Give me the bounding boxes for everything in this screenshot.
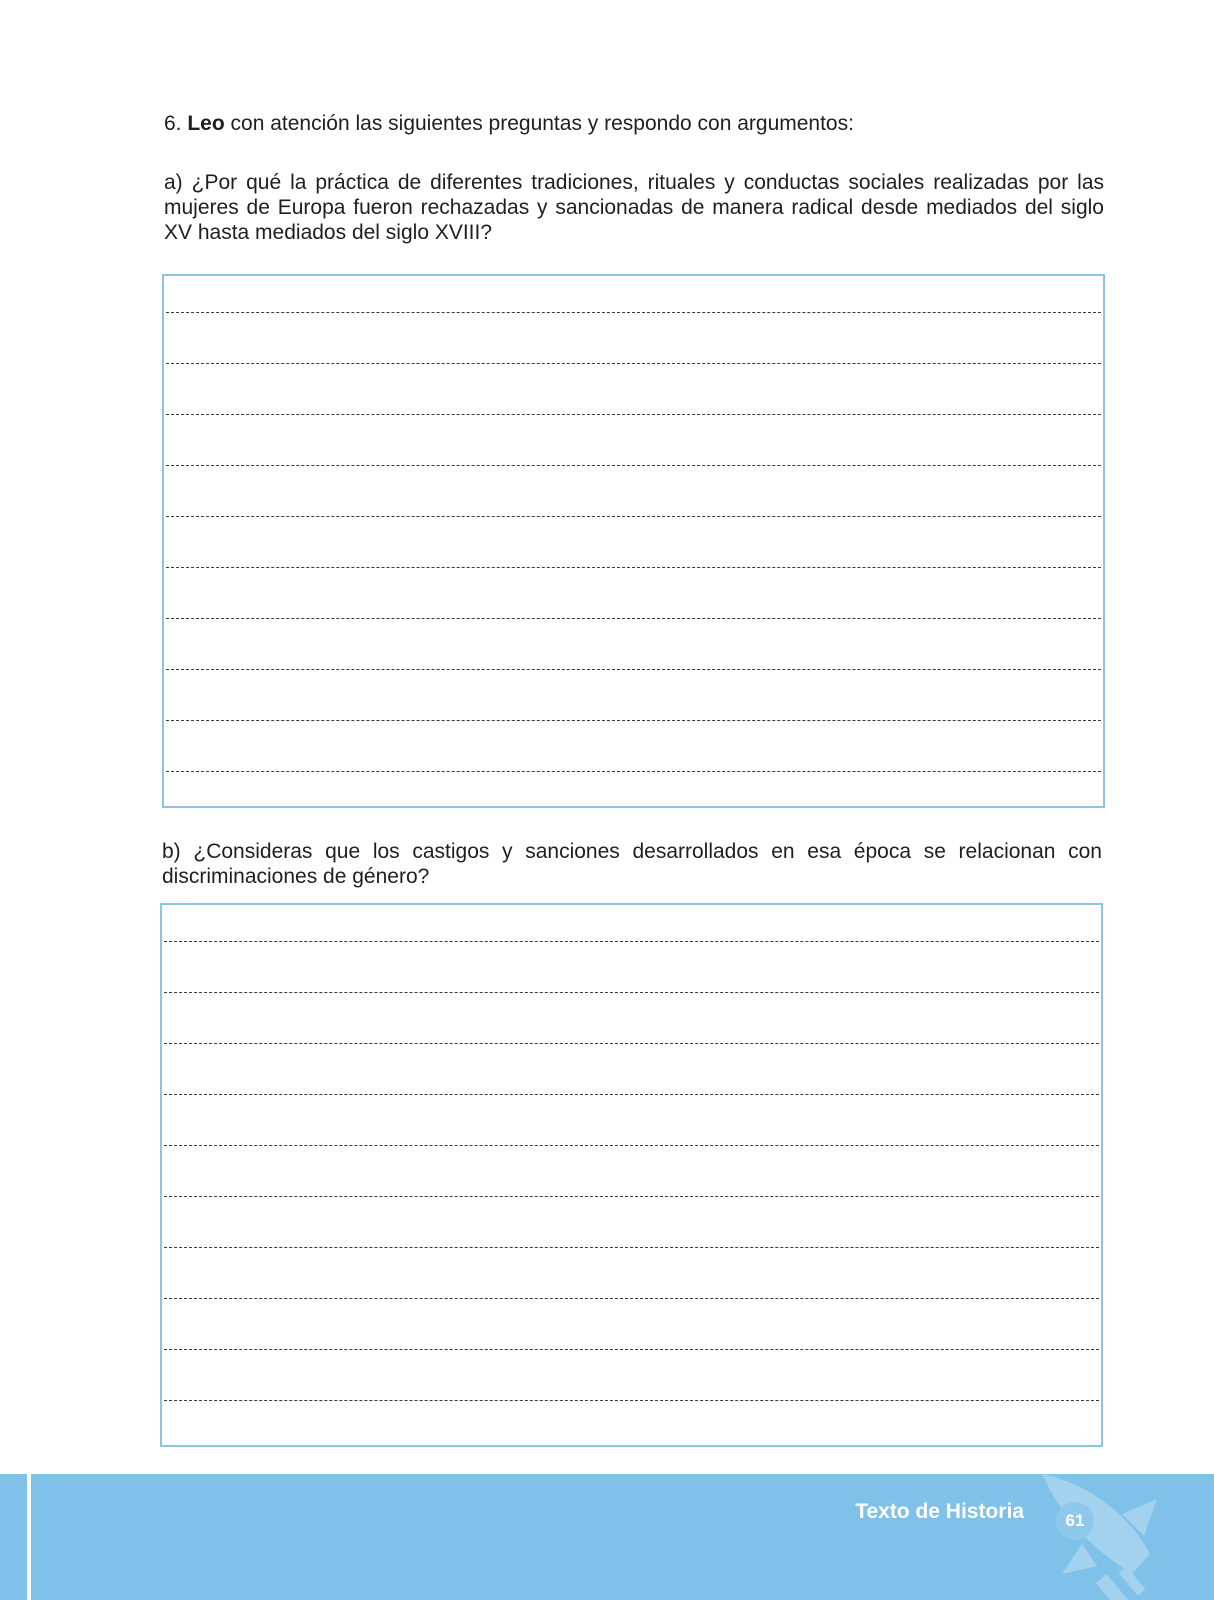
answer-line[interactable] <box>166 312 1101 313</box>
answer-line[interactable] <box>166 720 1101 721</box>
answer-line[interactable] <box>164 1094 1099 1095</box>
answer-line[interactable] <box>166 516 1101 517</box>
answer-line[interactable] <box>164 1247 1099 1248</box>
question-b-label: b) <box>162 840 181 863</box>
answer-line[interactable] <box>166 414 1101 415</box>
answer-line[interactable] <box>166 465 1101 466</box>
answer-line[interactable] <box>164 992 1099 993</box>
answer-line[interactable] <box>164 1349 1099 1350</box>
answer-box-b[interactable] <box>160 903 1103 1447</box>
page-number: 61 <box>1056 1502 1094 1540</box>
rocket-icon <box>1022 1474 1172 1600</box>
question-a <box>164 170 1104 245</box>
instruction-bold-word: Leo <box>187 112 225 135</box>
footer-stripe <box>27 1474 31 1600</box>
answer-line[interactable] <box>166 363 1101 364</box>
answer-box-a[interactable] <box>162 274 1105 808</box>
question-a-label: a) <box>164 171 183 194</box>
question-b <box>162 839 1102 889</box>
instruction-number: 6. <box>164 112 182 135</box>
question-a-text: ¿Por qué la práctica de diferentes tradiciones, rituales y conductas sociales realizadas por las mujeres de Europa fueron rechazadas y sancionadas de manera radical desde mediados del siglo XV hasta mediados del siglo XVIII? <box>164 171 1104 244</box>
instruction <box>164 111 1104 137</box>
answer-line[interactable] <box>166 669 1101 670</box>
answer-line[interactable] <box>166 618 1101 619</box>
answer-line[interactable] <box>164 1145 1099 1146</box>
answer-line[interactable] <box>164 1043 1099 1044</box>
answer-line[interactable] <box>166 771 1101 772</box>
answer-line[interactable] <box>164 1298 1099 1299</box>
answer-line[interactable] <box>164 1196 1099 1197</box>
answer-line[interactable] <box>164 1400 1099 1401</box>
footer-title: Texto de Historia <box>855 1500 1024 1523</box>
answer-line[interactable] <box>164 941 1099 942</box>
answer-line[interactable] <box>166 567 1101 568</box>
question-b-text: ¿Consideras que los castigos y sanciones desarrollados en esa época se relacionan con discriminaciones de género? <box>162 840 1102 888</box>
instruction-text: con atención las siguientes preguntas y respondo con argumentos: <box>230 112 854 135</box>
